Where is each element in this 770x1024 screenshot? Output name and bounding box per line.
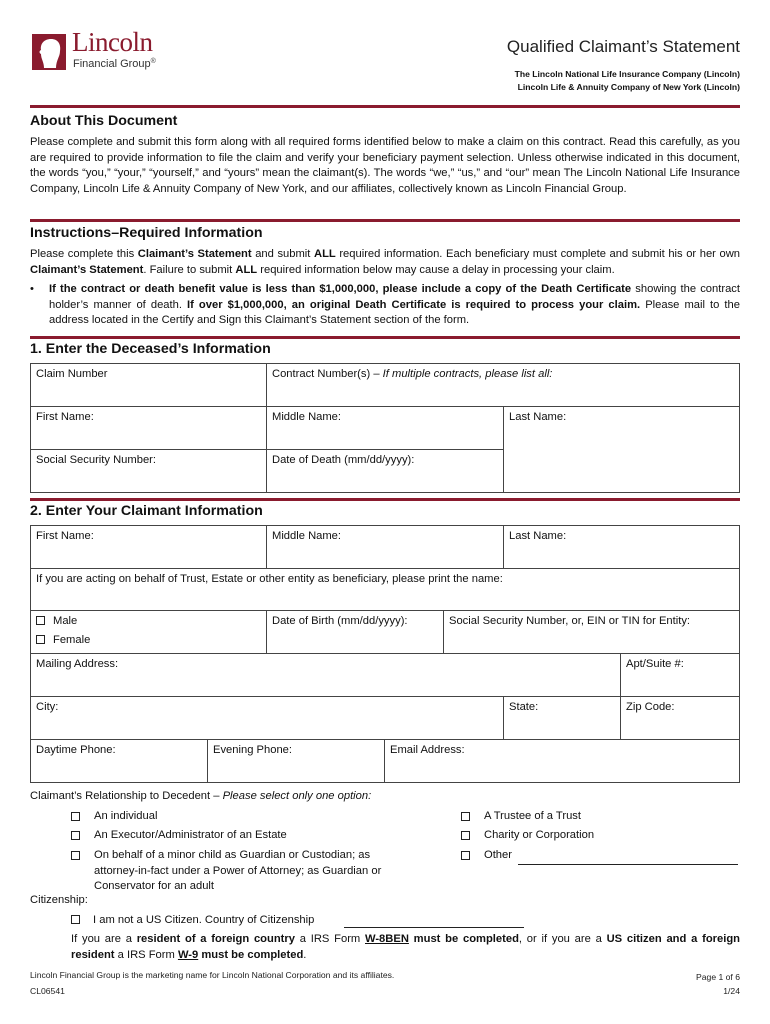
deceased-middle-name-field[interactable]: Middle Name: [272, 411, 342, 423]
claimant-middle-name-field[interactable]: Middle Name: [272, 530, 342, 542]
claim-number-field[interactable]: Claim Number [36, 368, 108, 380]
page-number: Page 1 of 6 [696, 972, 740, 982]
checkbox[interactable] [71, 915, 80, 924]
date-of-death-field[interactable]: Date of Death (mm/dd/yyyy): [272, 454, 415, 466]
checkbox[interactable] [36, 635, 45, 644]
claimant-dob-field[interactable]: Date of Birth (mm/dd/yyyy): [272, 615, 408, 627]
daytime-phone-field[interactable]: Daytime Phone: [36, 744, 116, 756]
row-divider [30, 568, 740, 569]
citizenship-label: Citizenship: [30, 894, 88, 906]
row-divider [30, 739, 740, 740]
checkbox[interactable] [71, 812, 80, 821]
checkbox[interactable] [461, 851, 470, 860]
col-divider [503, 696, 504, 739]
company-line-2: Lincoln Life & Annuity Company of New York (Lincoln) [517, 82, 740, 92]
contract-numbers-field[interactable]: Contract Number(s) – If multiple contracts, please list all: [272, 368, 553, 380]
apt-suite-field[interactable]: Apt/Suite #: [626, 658, 684, 670]
state-field[interactable]: State: [509, 701, 539, 713]
form-code: CL06541 [30, 986, 65, 996]
city-field[interactable]: City: [36, 701, 59, 713]
tax-form-note: If you are a resident of a foreign country a IRS Form W-8BEN must be completed, or if you are a US citizen and a foreign resident a IRS Form W-9 must be completed. [71, 933, 740, 961]
revision-date: 1/24 [723, 986, 740, 996]
col-divider [620, 696, 621, 739]
section-divider [30, 336, 740, 339]
lincoln-profile-logo [30, 32, 68, 72]
col-divider [443, 610, 444, 653]
section-divider [30, 219, 740, 222]
section2-heading: 2. Enter Your Claimant Information [30, 503, 263, 519]
evening-phone-field[interactable]: Evening Phone: [213, 744, 292, 756]
checkbox[interactable] [71, 831, 80, 840]
section-divider [30, 498, 740, 501]
claimant-ssn-ein-field[interactable]: Social Security Number, or, EIN or TIN for Entity: [449, 615, 691, 627]
footer-note: Lincoln Financial Group is the marketing name for Lincoln National Corporation and its affiliates. [30, 970, 395, 980]
zip-code-field[interactable]: Zip Code: [626, 701, 675, 713]
country-of-citizenship-line[interactable] [344, 927, 524, 928]
instructions-text: Please complete this Claimant’s Statement and submit ALL required information. Each beneficiary must complete and submit his or her own Claimant’s Statement. Failure to submit ALL required information below may cause a delay in processing your claim. [30, 248, 741, 276]
col-divider [266, 610, 267, 653]
checkbox[interactable] [461, 831, 470, 840]
row-divider [30, 653, 740, 654]
death-certificate-note: • If the contract or death benefit value is less than $1,000,000, please include a copy of the Death Certificate showing the contract holder’s manner of death. If over $1,000,000, an original Death Certificate is required to process your claim. Please mail to the address located in the Certify and Sign this Claimant’s Statement section of the form. [30, 283, 740, 326]
checkbox[interactable] [36, 616, 45, 625]
instructions-heading: Instructions–Required Information [30, 225, 263, 241]
claimant-info-table [30, 525, 740, 783]
email-address-field[interactable]: Email Address: [390, 744, 465, 756]
brand-sub: Financial Group® [73, 58, 156, 70]
mailing-address-field[interactable]: Mailing Address: [36, 658, 119, 670]
claimant-first-name-field[interactable]: First Name: [36, 530, 94, 542]
col-divider [266, 363, 267, 493]
deceased-info-table [30, 363, 740, 493]
relationship-guardian-option[interactable]: On behalf of a minor child as Guardian or Custodian; as attorney-in-fact under a Power of Attorney; as Guardian or Conservator for an adult [71, 848, 426, 895]
relationship-trustee-option[interactable]: A Trustee of a Trust [461, 809, 731, 825]
col-divider [207, 739, 208, 783]
section-divider [30, 105, 740, 108]
entity-name-field[interactable]: If you are acting on behalf of Trust, Estate or other entity as beneficiary, please print the name: [36, 573, 503, 585]
bullet: • [30, 283, 34, 295]
male-checkbox[interactable]: Male [36, 615, 77, 627]
deceased-first-name-field[interactable]: First Name: [36, 411, 94, 423]
other-input-line[interactable] [518, 864, 738, 865]
female-checkbox[interactable]: Female [36, 634, 90, 646]
not-us-citizen-option[interactable]: I am not a US Citizen. Country of Citizenship [71, 914, 314, 926]
row-divider [30, 406, 740, 407]
about-heading: About This Document [30, 113, 178, 129]
section1-heading: 1. Enter the Deceased’s Information [30, 341, 271, 357]
col-divider [266, 525, 267, 568]
claimant-last-name-field[interactable]: Last Name: [509, 530, 567, 542]
col-divider [620, 653, 621, 696]
checkbox[interactable] [71, 851, 80, 860]
relationship-charity-option[interactable]: Charity or Corporation [461, 828, 731, 844]
col-divider [503, 525, 504, 568]
deceased-last-name-field[interactable]: Last Name: [509, 411, 567, 423]
relationship-individual-option[interactable]: An individual [71, 809, 431, 825]
col-divider [384, 739, 385, 783]
row-divider [30, 696, 740, 697]
relationship-executor-option[interactable]: An Executor/Administrator of an Estate [71, 828, 431, 844]
company-line-1: The Lincoln National Life Insurance Company (Lincoln) [514, 69, 740, 79]
row-divider [30, 610, 740, 611]
col-divider [503, 406, 504, 493]
page-title: Qualified Claimant’s Statement [506, 37, 740, 56]
brand-name: Lincoln [72, 27, 153, 57]
relationship-label: Claimant’s Relationship to Decedent – Please select only one option: [30, 790, 372, 802]
about-text: Please complete and submit this form along with all required forms identified below to make a claim on this contract. Read this carefully, as you are required to provide information to file the claim and verify your beneficiary payment selection. Unless otherwise indicated in this document, the words “you,” “your,” “yourself,” and “yours” mean the claimant(s). The words “we,” “us,” and “our” mean The Lincoln National Life Insurance Company, Lincoln Life & Annuity Company of New York, and our affiliates, collectively known as Lincoln Financial Group. [30, 136, 740, 195]
relationship-other-option[interactable]: Other [461, 848, 731, 864]
deceased-ssn-field[interactable]: Social Security Number: [36, 454, 156, 466]
checkbox[interactable] [461, 812, 470, 821]
